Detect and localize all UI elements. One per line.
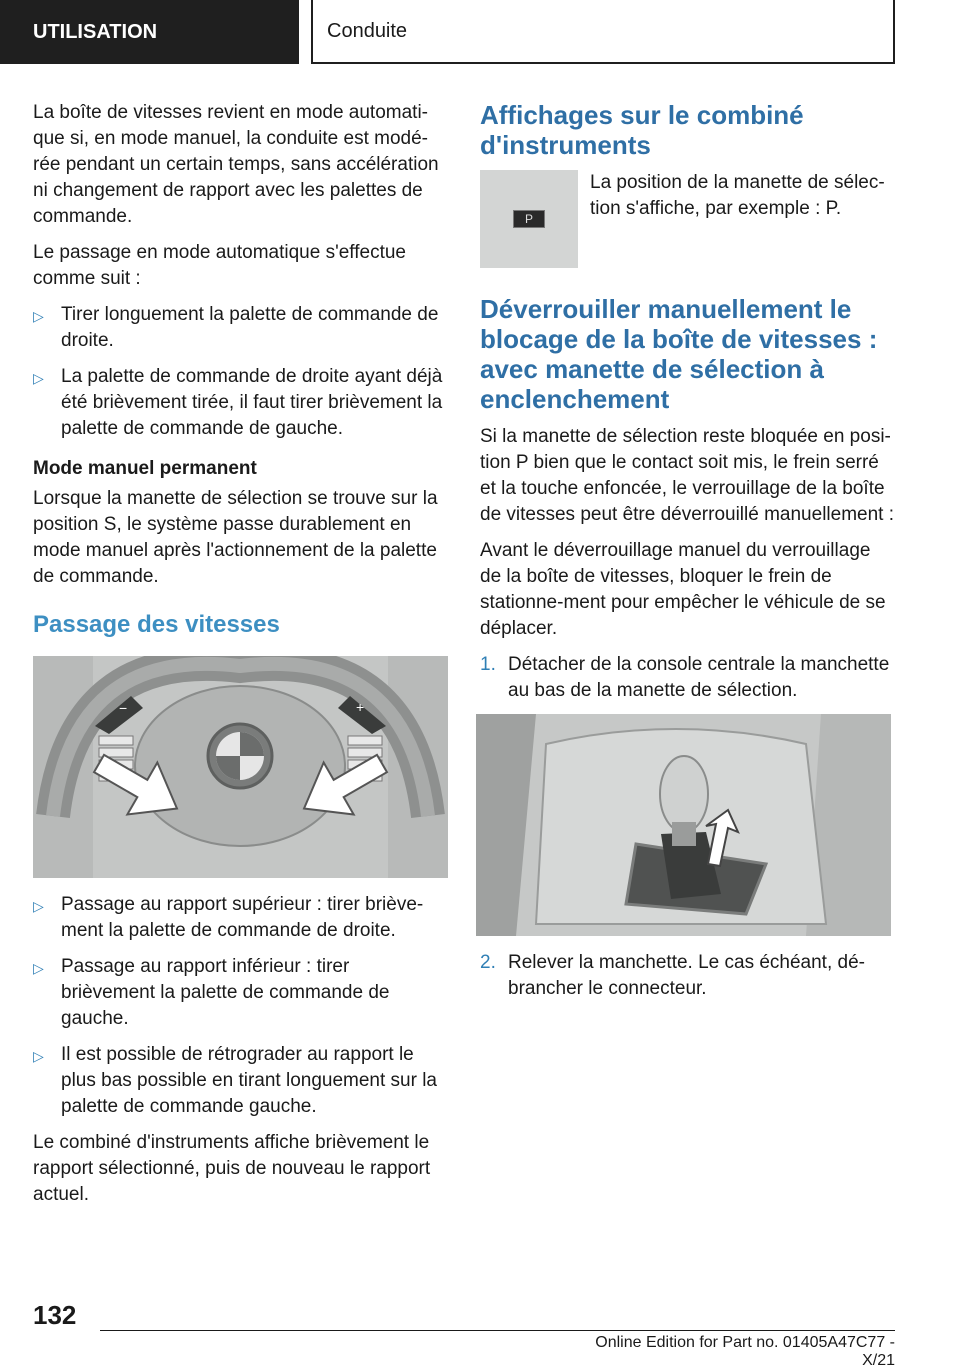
edition-note: Online Edition for Part no. 01405A47C77 - X/21 (595, 1334, 895, 1369)
plus-label: + (356, 699, 365, 715)
paragraph: Lorsque la manette de sélection se trouve sur la position S, le système passe durablement en mode manuel après l'actionnement de la palette de commande. (33, 488, 438, 587)
chapter-tab (311, 0, 895, 64)
section-heading: Affichages sur le combiné d'instruments (480, 100, 804, 160)
minus-label: − (119, 700, 128, 716)
list-item: ▷ Passage au rapport supérieur : tirer briève-ment la palette de commande de droite. (33, 892, 448, 944)
paragraph: Le passage en mode automatique s'effectue comme suit : (33, 242, 406, 289)
step-number: 1. (480, 654, 496, 675)
bullet-arrow-icon: ▷ (33, 308, 44, 324)
numbered-step: 2. Relever la manchette. Le cas échéant, dé-brancher le connecteur. (480, 950, 895, 1002)
steering-wheel-illustration (33, 656, 448, 878)
subheading: Mode manuel permanent (33, 458, 257, 479)
section-heading: Passage des vitesses (33, 611, 280, 638)
list-item: ▷ La palette de commande de droite ayant déjà été brièvement tirée, il faut tirer brièvement la palette de commande de gauche. (33, 364, 448, 442)
page-number: 132 (33, 1300, 77, 1330)
list-item: ▷ Tirer longuement la palette de commande de droite. (33, 302, 448, 354)
bullet-arrow-icon: ▷ (33, 370, 44, 386)
bullet-arrow-icon: ▷ (33, 1048, 44, 1064)
gear-p-indicator: P (513, 210, 545, 228)
paragraph: Avant le déverrouillage manuel du verrouillage de la boîte de vitesses, bloquer le frein de stationne-ment pour empêcher le véhicule de se déplacer. (480, 540, 886, 639)
footer-divider (100, 1330, 895, 1331)
gear-selector-figure (476, 714, 891, 936)
bullet-arrow-icon: ▷ (33, 898, 44, 914)
left-column (33, 100, 448, 1218)
list-item: ▷ Il est possible de rétrograder au rapport le plus bas possible en tirant longuement sur la palette de commande gauche. (33, 1042, 448, 1120)
paragraph: Si la manette de sélection reste bloquée en posi-tion P bien que le contact soit mis, le frein serré et la touche enfoncée, le verrouillage de la boîte de vitesses peut être déverrouillé manuellement : (480, 426, 895, 525)
section-title: UTILISATION (33, 20, 158, 43)
list-item: ▷ Passage au rapport inférieur : tirer brièvement la palette de commande de gauche. (33, 954, 448, 1032)
step-number: 2. (480, 952, 496, 973)
steering-wheel-figure (33, 656, 448, 878)
instrument-display-figure (480, 170, 578, 268)
paragraph: La position de la manette de sélec-tion s'affiche, par exemple : P. (590, 172, 885, 219)
paragraph: Le combiné d'instruments affiche brièvement le rapport sélectionné, puis de nouveau le rapport actuel. (33, 1132, 431, 1205)
chapter-title: Conduite (327, 19, 408, 42)
gear-selector-illustration (476, 714, 891, 936)
section-tab (0, 0, 299, 64)
right-column (480, 100, 895, 1012)
instrument-display-row (480, 170, 895, 268)
numbered-step: 1. Détacher de la console centrale la manchette au bas de la manette de sélection. (480, 652, 895, 704)
paragraph: La boîte de vitesses revient en mode automati-que si, en mode manuel, la conduite est modé-rée pendant un certain temps, sans accélération ni changement de rapport avec les palettes de commande. (33, 102, 439, 227)
section-heading: Déverrouiller manuellement le blocage de la boîte de vitesses : avec manette de sélection à enclenchement (480, 294, 878, 414)
bullet-arrow-icon: ▷ (33, 960, 44, 976)
